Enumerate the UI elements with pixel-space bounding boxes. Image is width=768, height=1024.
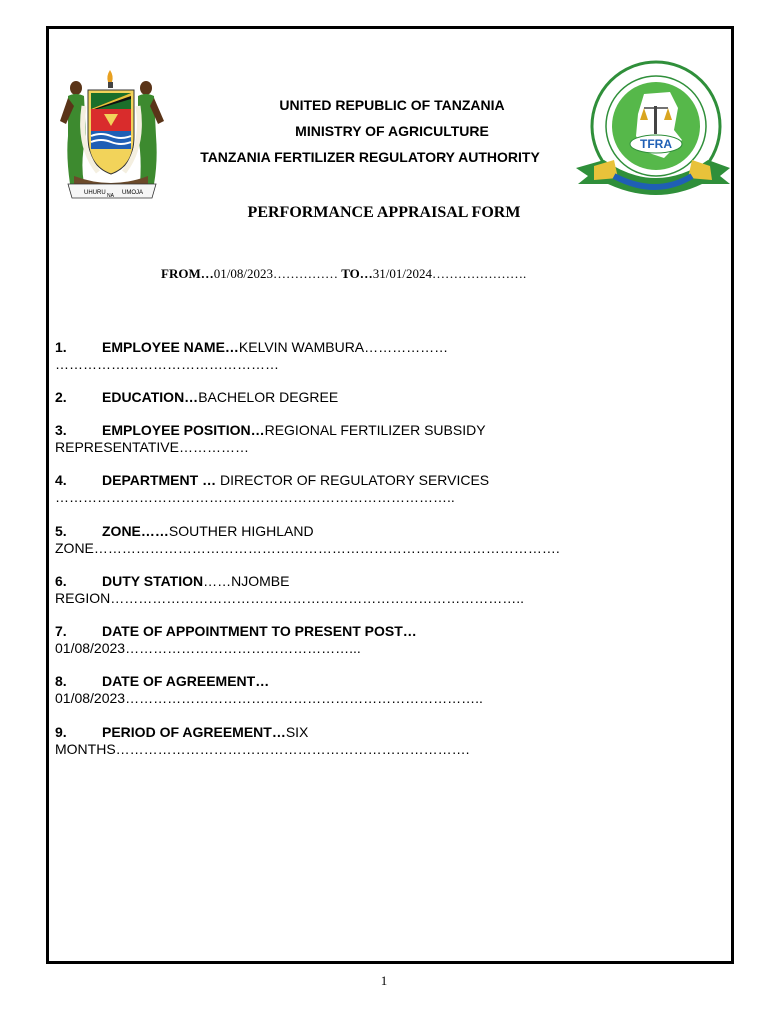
field-number: 9. (55, 724, 67, 740)
field-value: SIX (285, 724, 309, 740)
field-value: SOUTHER HIGHLAND (168, 523, 314, 539)
from-dots: …………… (272, 266, 338, 281)
field-number: 8. (55, 673, 67, 689)
from-label: FROM… (161, 266, 214, 281)
field-continuation: REPRESENTATIVE…………… (55, 439, 249, 455)
field-label: ZONE…… (102, 523, 169, 539)
form-title: PERFORMANCE APPRAISAL FORM (247, 204, 521, 221)
field-period-of-agreement (55, 724, 695, 758)
country-heading: UNITED REPUBLIC OF TANZANIA (279, 97, 505, 113)
field-label: DATE OF APPOINTMENT TO PRESENT POST… (102, 623, 417, 639)
field-continuation: 01/08/2023…………………………………………... (55, 640, 361, 656)
field-value: BACHELOR DEGREE (198, 389, 339, 405)
field-education (55, 389, 695, 406)
motto-left-text: UHURU (84, 190, 106, 196)
field-zone (55, 523, 695, 557)
field-label: DATE OF AGREEMENT… (102, 673, 270, 689)
field-continuation: 01/08/2023………………………………………………………………….. (55, 690, 483, 706)
field-number: 2. (55, 389, 67, 405)
field-value: ……NJOMBE (203, 573, 290, 589)
field-date-of-appointment (55, 623, 695, 657)
field-value: REGIONAL FERTILIZER SUBSIDY (264, 422, 486, 438)
to-label: TO… (341, 266, 373, 281)
field-number: 4. (55, 472, 67, 488)
tfra-acronym-text: TFRA (640, 137, 672, 151)
field-employee-position (55, 422, 695, 456)
field-trail: ……………… (364, 339, 449, 355)
to-dots: …………………. (432, 266, 527, 281)
field-duty-station (55, 573, 695, 607)
field-value: KELVIN WAMBURA (238, 339, 365, 355)
field-label: EMPLOYEE NAME… (102, 339, 239, 355)
appraisal-period (161, 266, 526, 282)
field-continuation: ZONE………………………………………………………………………………………. (55, 540, 560, 556)
field-number: 6. (55, 573, 67, 589)
field-number: 7. (55, 623, 67, 639)
field-number: 3. (55, 422, 67, 438)
to-date: 31/01/2024 (372, 266, 432, 281)
field-employee-name (55, 339, 695, 373)
motto-middle-text: NA (107, 193, 114, 199)
field-continuation: ………………………………………………………………………….. (55, 489, 455, 505)
field-date-of-agreement (55, 673, 695, 707)
field-continuation: REGION…………………………………………………………………………….. (55, 590, 525, 606)
field-label: DEPARTMENT … (102, 472, 217, 488)
page-number: 1 (380, 973, 388, 988)
field-label: DUTY STATION (102, 573, 204, 589)
field-department (55, 472, 695, 506)
field-continuation: MONTHS…………………………………………………………………. (55, 741, 470, 757)
field-number: 5. (55, 523, 67, 539)
field-value: DIRECTOR OF REGULATORY SERVICES (216, 472, 490, 488)
field-number: 1. (55, 339, 67, 355)
field-continuation: ………………………………………… (55, 356, 279, 372)
motto-right-text: UMOJA (122, 190, 143, 196)
authority-heading: TANZANIA FERTILIZER REGULATORY AUTHORITY (200, 149, 540, 165)
field-label: EMPLOYEE POSITION… (102, 422, 265, 438)
from-date: 01/08/2023 (213, 266, 273, 281)
field-label: PERIOD OF AGREEMENT… (102, 724, 286, 740)
field-label: EDUCATION… (102, 389, 199, 405)
ministry-heading: MINISTRY OF AGRICULTURE (295, 123, 489, 139)
